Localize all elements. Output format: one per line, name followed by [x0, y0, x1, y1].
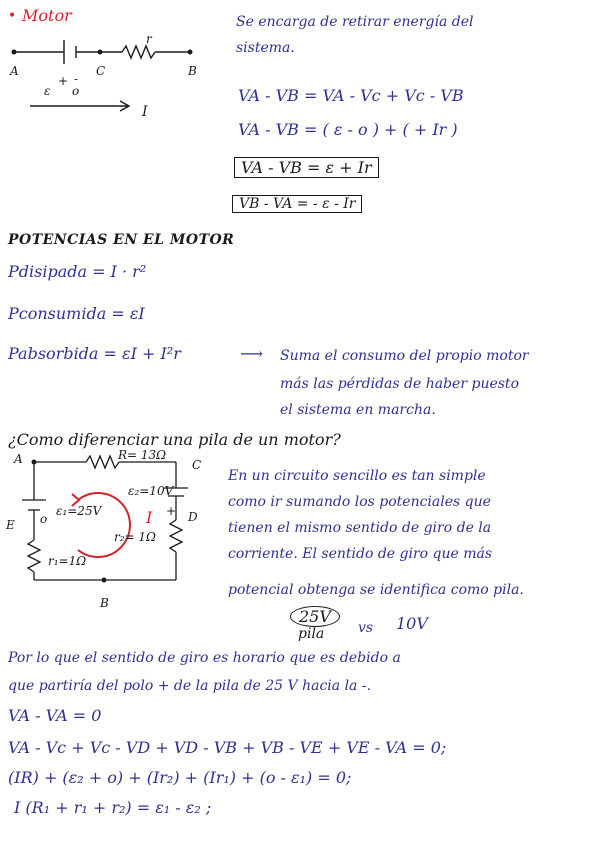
motor-eq1: VA - VB = VA - Vc + Vc - VB	[238, 86, 464, 105]
circuit-r1: r₁=1Ω	[48, 554, 87, 568]
value-25v-circled: 25V	[290, 606, 340, 627]
p-disipada: Pdisipada = I · r²	[8, 262, 147, 281]
explanation-line2: como ir sumando los potenciales que	[228, 494, 491, 510]
motor-label-a: A	[10, 64, 19, 78]
explanation-line5: potencial obtenga se identifica como pila.	[228, 582, 524, 598]
circuit-r-top: R= 13Ω	[118, 448, 167, 462]
question-heading: ¿Como diferenciar una pila de un motor?	[8, 430, 341, 449]
circuit-label-d: D	[188, 510, 198, 524]
final-line1: Por lo que el sentido de giro es horario que es debido a	[8, 650, 401, 666]
final-line2: que partiría del polo + de la pila de 25 V hacia la -.	[8, 678, 372, 694]
pila-motor-circuit	[0, 0, 220, 620]
circuit-label-c: C	[192, 458, 202, 472]
motor-label-o: o	[72, 84, 80, 98]
motor-eq2: VA - VB = ( ε - o ) + ( + Ir )	[238, 120, 458, 139]
section-title-motor: Motor	[22, 6, 72, 25]
arrow-right: ⟶	[240, 344, 263, 363]
p-absorbida: Pabsorbida = εI + I²r	[8, 344, 181, 363]
explanation-line4: corriente. El sentido de giro que más	[228, 546, 493, 562]
circuit-label-b: B	[100, 596, 109, 610]
circuit-e1: ε₁=25V	[56, 504, 102, 518]
potencias-note3: el sistema en marcha.	[280, 402, 436, 418]
motor-eq3-boxed: VA - VB = ε + Ir	[234, 157, 379, 178]
circuit-e2: ε₂=10V	[128, 484, 174, 498]
motor-desc-line1: Se encarga de retirar energía del	[236, 14, 474, 30]
bullet: •	[8, 8, 17, 24]
circuit-label-e: E	[6, 518, 15, 532]
motor-label-current: I	[142, 104, 148, 120]
motor-label-c: C	[96, 64, 106, 78]
final-eq2: VA - Vc + Vc - VD + VD - VB + VB - VE + VE - VA = 0;	[8, 738, 447, 757]
motor-label-b: B	[188, 64, 197, 78]
explanation-line1: En un circuito sencillo es tan simple	[228, 468, 486, 484]
value-10v: 10V	[396, 614, 428, 633]
final-eq4: I (R₁ + r₁ + r₂) = ε₁ - ε₂ ;	[14, 798, 212, 817]
circuit-current-i: I	[146, 508, 153, 527]
final-eq3: (IR) + (ε₂ + o) + (Ir₂) + (Ir₁) + (o - ε₁) = 0;	[8, 768, 352, 787]
potencias-heading: POTENCIAS EN EL MOTOR	[8, 232, 235, 248]
label-pila: pila	[298, 626, 325, 642]
potencias-note2: más las pérdidas de haber puesto	[280, 376, 519, 392]
potencias-note1: Suma el consumo del propio motor	[280, 348, 529, 364]
motor-desc-line2: sistema.	[236, 40, 295, 56]
motor-label-plus: +	[58, 74, 69, 88]
motor-label-minus: -	[74, 72, 79, 86]
p-consumida: Pconsumida = εI	[8, 304, 145, 323]
motor-eq4-boxed: VB - VA = - ε - Ir	[232, 195, 362, 213]
final-eq1: VA - VA = 0	[8, 706, 102, 725]
motor-label-eps: ε	[44, 84, 51, 98]
motor-label-r: r	[146, 32, 152, 46]
explanation-line3: tienen el mismo sentido de giro de la	[228, 520, 492, 536]
circuit-label-a: A	[14, 452, 23, 466]
circuit-o: o	[40, 512, 48, 526]
circuit-r2: r₂= 1Ω	[114, 530, 156, 544]
circuit-plus: +	[166, 504, 177, 518]
label-vs: vs	[358, 620, 374, 636]
